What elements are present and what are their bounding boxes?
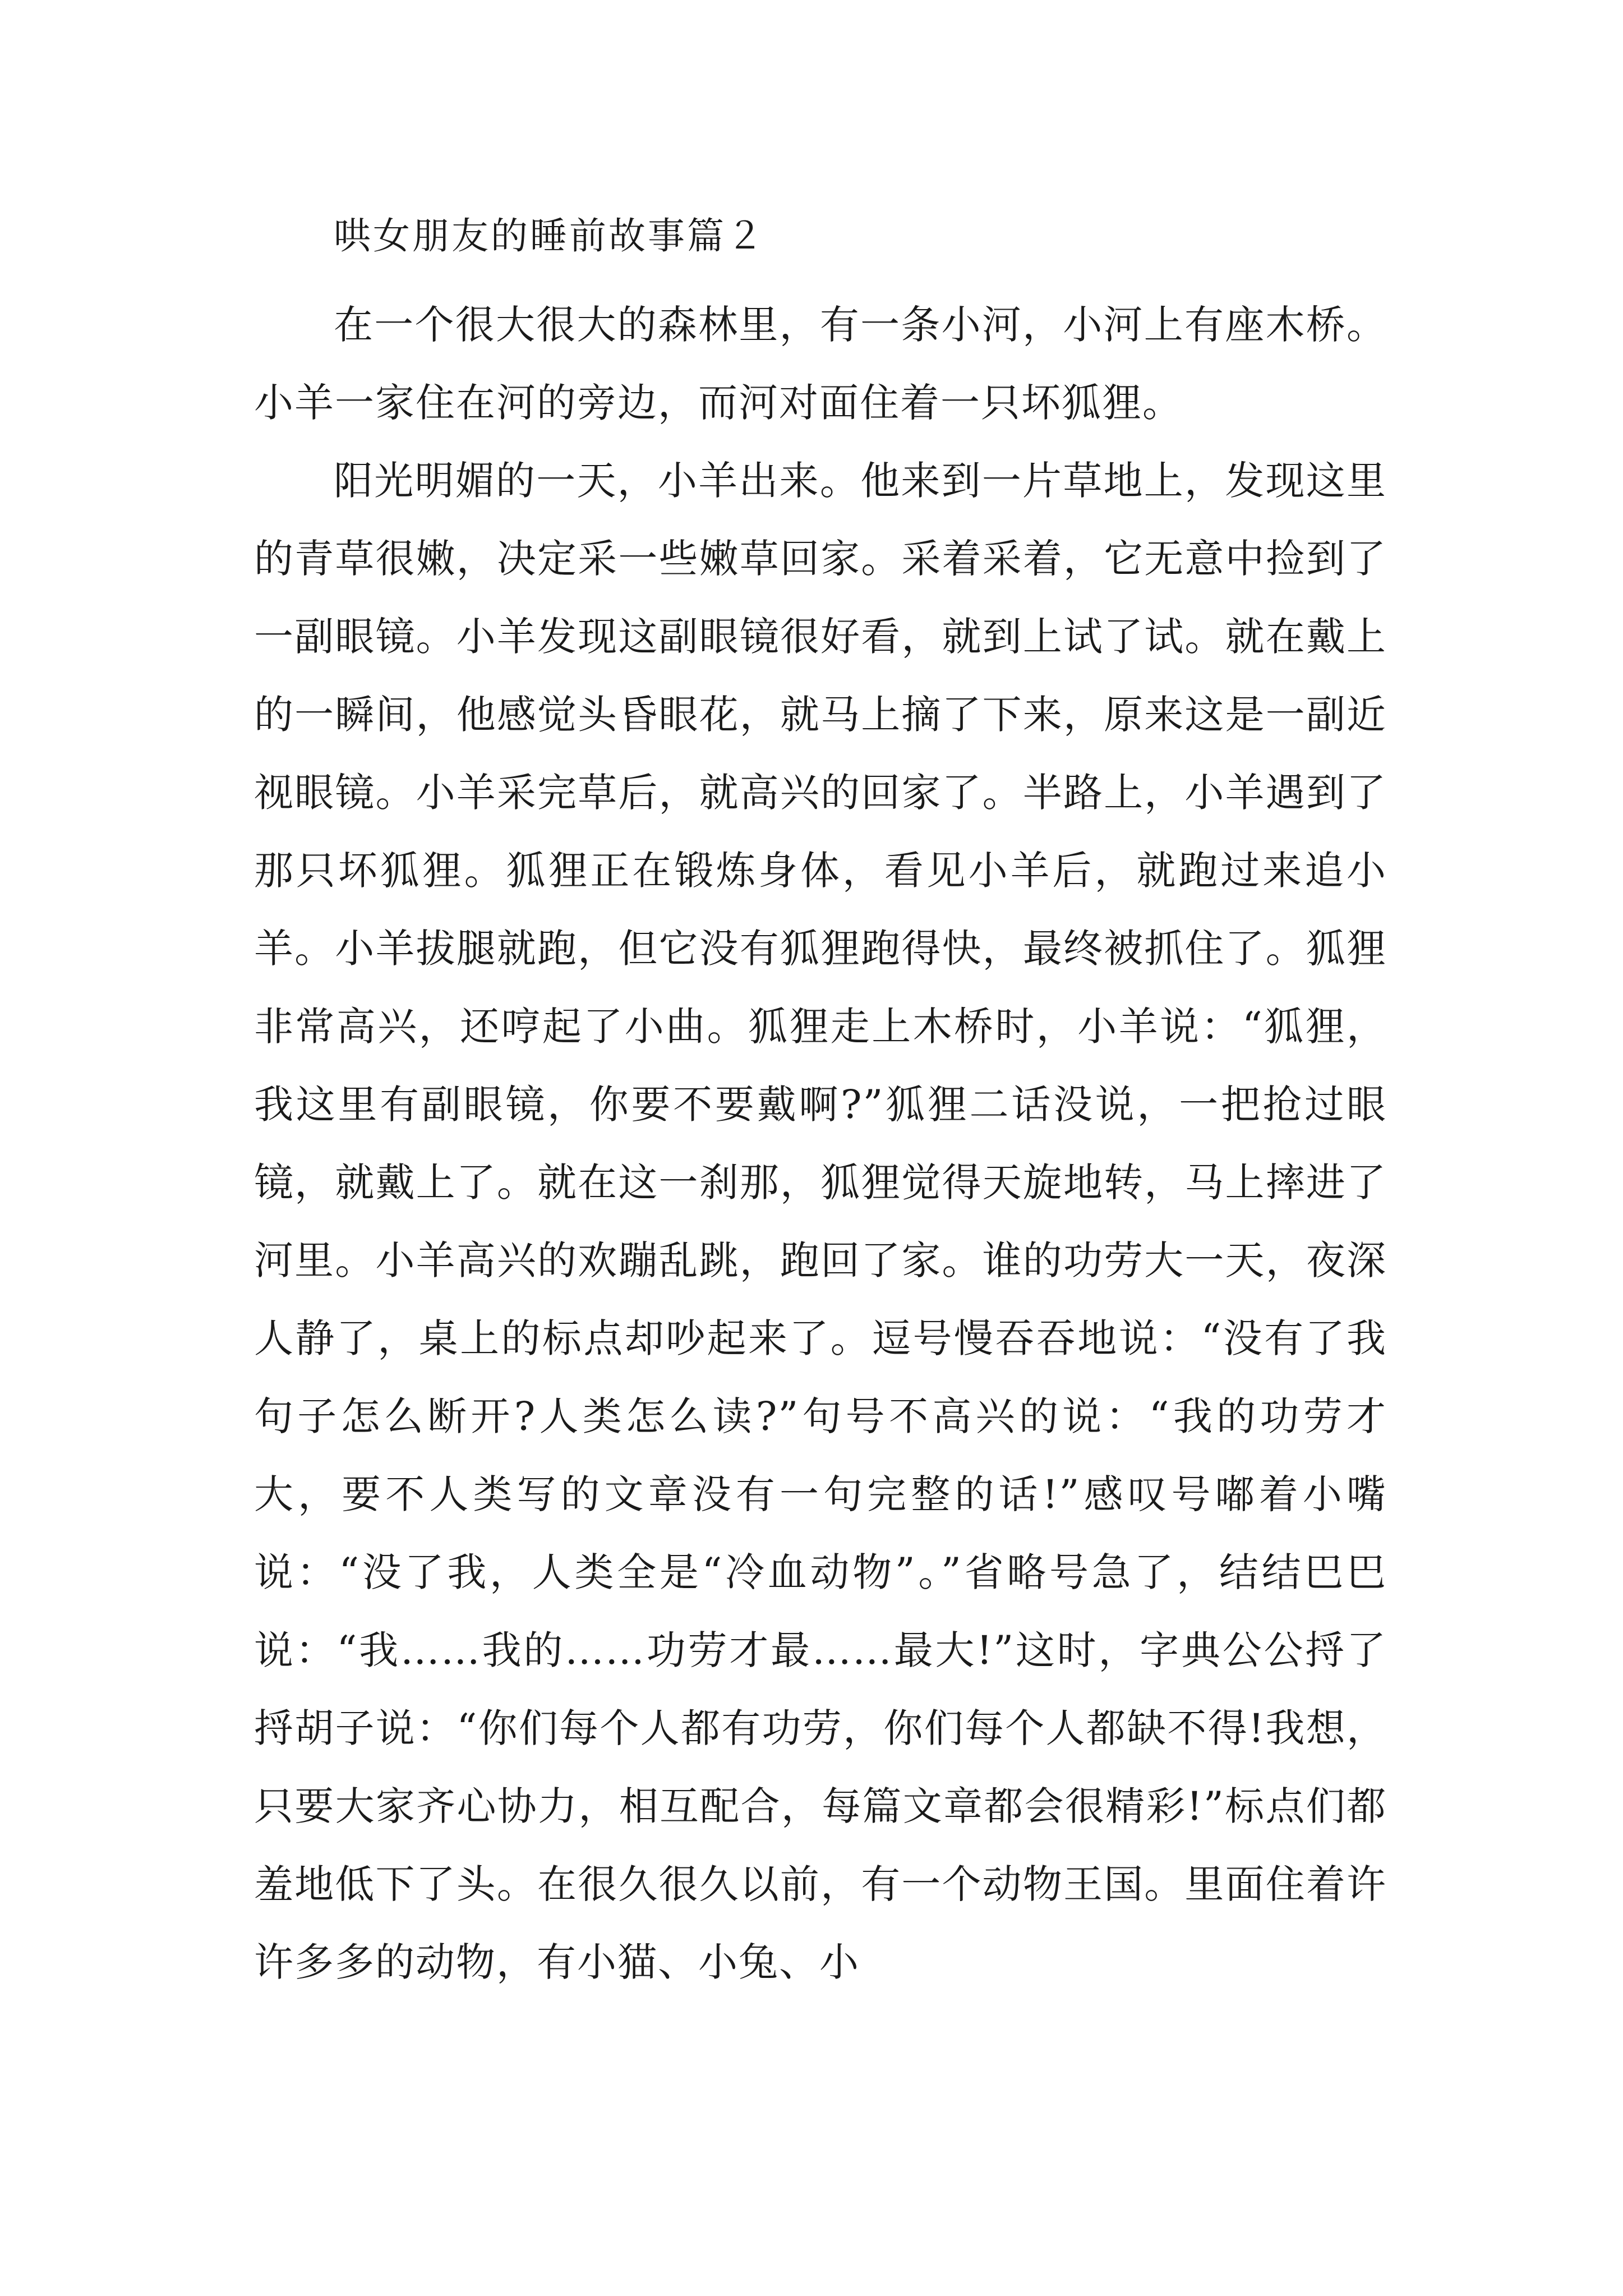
paragraph-2: 阳光明媚的一天，小羊出来。他来到一片草地上，发现这里的青草很嫩，决定采一些嫩草回家。采着采着，它无意中捡到了一副眼镜。小羊发现这副眼镜很好看，就到上试了试。就在戴上的一瞬间，他感觉头昏眼花，就马上摘了下来，原来这是一副近视眼镜。小羊采完草后，就高兴的回家了。半路上，小羊遇到了那只坏狐狸。狐狸正在锻炼身体，看见小羊后，就跑过来追小羊。小羊拔腿就跑，但它没有狐狸跑得快，最终被抓住了。狐狸非常高兴，还哼起了小曲。狐狸走上木桥时，小羊说：“狐狸，我这里有副眼镜，你要不要戴啊?”狐狸二话没说，一把抢过眼镜，就戴上了。就在这一刹那，狐狸觉得天旋地转，马上摔进了河里。小羊高兴的欢蹦乱跳，跑回了家。谁的功劳大一天，夜深人静了，桌上的标点却吵起来了。逗号慢吞吞地说：“没有了我句子怎么断开?人类怎么读?”句号不高兴的说：“我的功劳才大，要不人类写的文章没有一句完整的话!”感叹号嘟着小嘴说：“没了我，人类全是“冷血动物”。”省略号急了，结结巴巴说：“我……我的……功劳才最……最大!”这时，字典公公捋了捋胡子说：“你们每个人都有功劳，你们每个人都缺不得!我想，只要大家齐心协力，相互配合，每篇文章都会很精彩!”标点们都羞地低下了头。在很久很久以前，有一个动物王国。里面住着许许多多的动物，有小猫、小兔、小 (254, 458, 1387, 1985)
paragraph-1: 在一个很大很大的森林里，有一条小河，小河上有座木桥。小羊一家住在河的旁边，而河对面住着一只坏狐狸。 (254, 302, 1387, 426)
document-title: 哄女朋友的睡前故事篇２ (334, 214, 766, 257)
document-body (254, 286, 1387, 2001)
